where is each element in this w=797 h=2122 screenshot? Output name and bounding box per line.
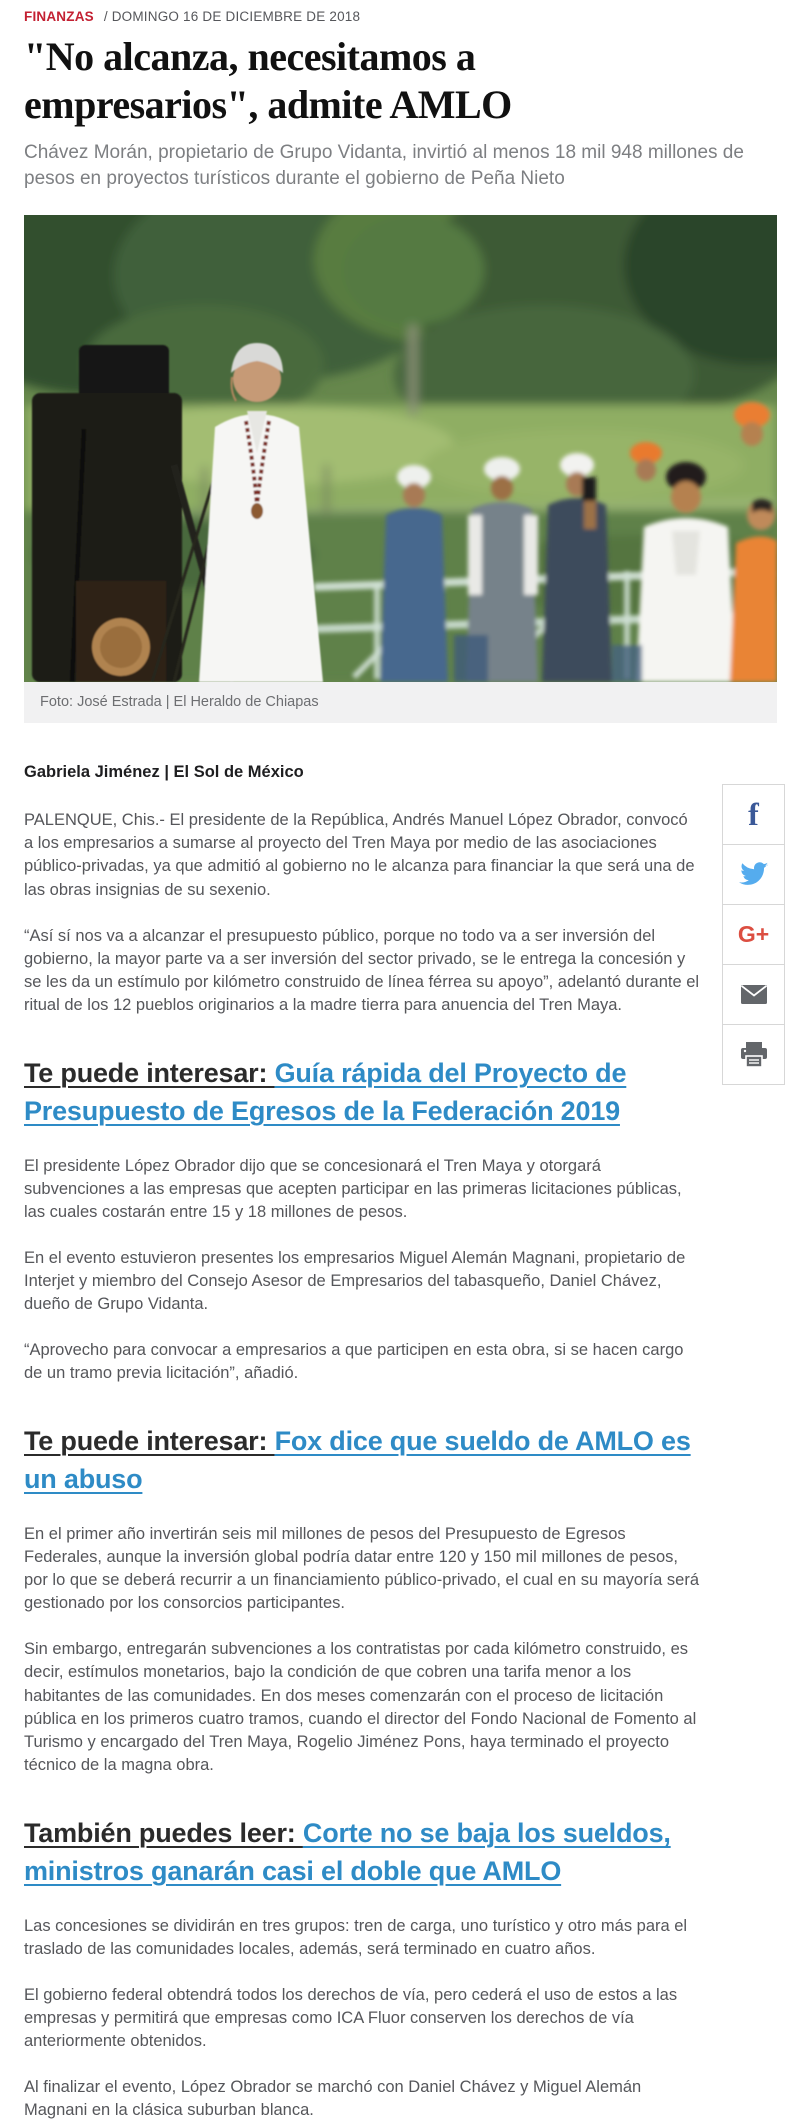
section-link-finanzas[interactable]: FINANZAS <box>24 9 94 24</box>
paragraph: El presidente López Obrador dijo que se concesionará el Tren Maya y otorgará subvenciones a las empresas que acepten participar en las primeras licitaciones públicas, las cuales costarán entre 15 y 18 millones de pesos. <box>24 1156 682 1221</box>
paragraph: El gobierno federal obtendrá todos los derechos de vía, pero cederá el uso de estos a las empresas y permitirá que empresas como ICA Fluor conserven los derechos de vía anteriormente obtenidos. <box>24 1985 678 2050</box>
related-link-presupuesto-2019[interactable]: Guía rápida del Proyecto de Presupuesto de Egresos de la Federación 2019 <box>24 1058 627 1126</box>
page-title: "No alcanza, necesitamos a empresarios", admite AMLO <box>24 34 512 127</box>
breadcrumb <box>24 0 797 24</box>
paragraph: “Así sí nos va a alcanzar el presupuesto público, porque no todo va a ser inversión del gobierno, la mayor parte va a ser inversión del sector privado, se le entrega la concesión y se les da un estímulo por kilómetro construido de línea férrea su apoyo”, adelantó durante el ritual de los 12 pueblos originarios a la madre tierra para anuencia del Tren Maya. <box>24 926 700 1014</box>
article-body <box>24 763 797 2122</box>
related-heading-3 <box>24 1815 712 1891</box>
facebook-share-button[interactable] <box>722 784 785 845</box>
paragraph: “Aprovecho para convocar a empresarios a que participen en esta obra, si se hacen cargo de un tramo previa licitación”, añadió. <box>24 1341 684 1383</box>
paragraph: Las concesiones se dividirán en tres grupos: tren de carga, uno turístico y otro más para el traslado de las comunidades locales, además, será terminado en cuatro años. <box>24 1916 688 1958</box>
email-share-button[interactable] <box>722 964 785 1025</box>
related-heading-2 <box>24 1423 712 1499</box>
paragraph: En el primer año invertirán seis mil millones de pesos del Presupuesto de Egresos Federales, aunque la inversión global podría datar entre 120 y 150 mil millones de pesos, por lo que se deberá recurrir a un financiamiento público-privado, el cual en su mayoría será gestionado por los consorcios participantes. <box>24 1524 700 1613</box>
photo-image <box>24 215 777 682</box>
related-link-corte-sueldos[interactable]: Corte no se baja los sueldos, ministros ganarán casi el doble que AMLO <box>24 1817 671 1886</box>
facebook-icon: f <box>748 796 759 832</box>
paragraph: En el evento estuvieron presentes los empresarios Miguel Alemán Magnani, propietario de Interjet y miembro del Consejo Asesor de Empresarios del tabasqueño, Daniel Chávez, dueño de Grupo Vidanta. <box>24 1248 686 1314</box>
paragraph: PALENQUE, Chis.- El presidente de la República, Andrés Manuel López Obrador, convocó a los empresarios a sumarse al proyecto del Tren Maya por medio de las asociaciones público-privadas, ya que admitió al gobierno no le alcanza para financiar la que será una de las obras insignias de su sexenio. <box>24 811 695 899</box>
googleplus-share-button[interactable] <box>722 904 785 965</box>
googleplus-icon: G+ <box>737 921 770 947</box>
article-date: / DOMINGO 16 DE DICIEMBRE DE 2018 <box>103 9 361 24</box>
paragraph: Al finalizar el evento, López Obrador se marchó con Daniel Chávez y Miguel Alemán Magnani en la clásica suburban blanca. <box>24 2077 642 2120</box>
print-share-button[interactable] <box>722 1024 785 1085</box>
related-link-fox-sueldo[interactable]: Fox dice que sueldo de AMLO es un abuso <box>24 1426 691 1495</box>
related-prefix: Te puede interesar: <box>24 1426 275 1457</box>
photo-caption: Foto: José Estrada | El Heraldo de Chiapas <box>24 682 777 723</box>
print-icon <box>740 1042 768 1068</box>
twitter-share-button[interactable] <box>722 844 785 905</box>
article-subheadline: Chávez Morán, propietario de Grupo Vidanta, invirtió al menos 18 mil 948 millones de pesos en proyectos turísticos durante el gobierno de Peña Nieto <box>24 142 744 189</box>
paragraph: Sin embargo, entregarán subvenciones a los contratistas por cada kilómetro construido, es decir, estímulos monetarios, bajo la condición de que cobren una tarifa menor a los habitantes de las comunidades. En dos meses comenzarán con el proceso de licitación pública en los primeros cuatro tramos, cuando el director del Fondo Nacional de Fomento al Turismo y encargado del Tren Maya, Rogelio Jiménez Pons, haya terminado el proyecto técnico de la magna obra. <box>24 1640 697 1774</box>
related-prefix: Te puede interesar: <box>24 1058 275 1089</box>
related-prefix: También puedes leer: <box>24 1817 303 1848</box>
byline: Gabriela Jiménez | El Sol de México <box>24 763 304 782</box>
share-rail <box>722 784 785 1085</box>
email-icon <box>740 984 768 1005</box>
related-heading-1 <box>24 1055 712 1131</box>
twitter-icon <box>739 862 769 887</box>
article-photo <box>24 215 777 723</box>
